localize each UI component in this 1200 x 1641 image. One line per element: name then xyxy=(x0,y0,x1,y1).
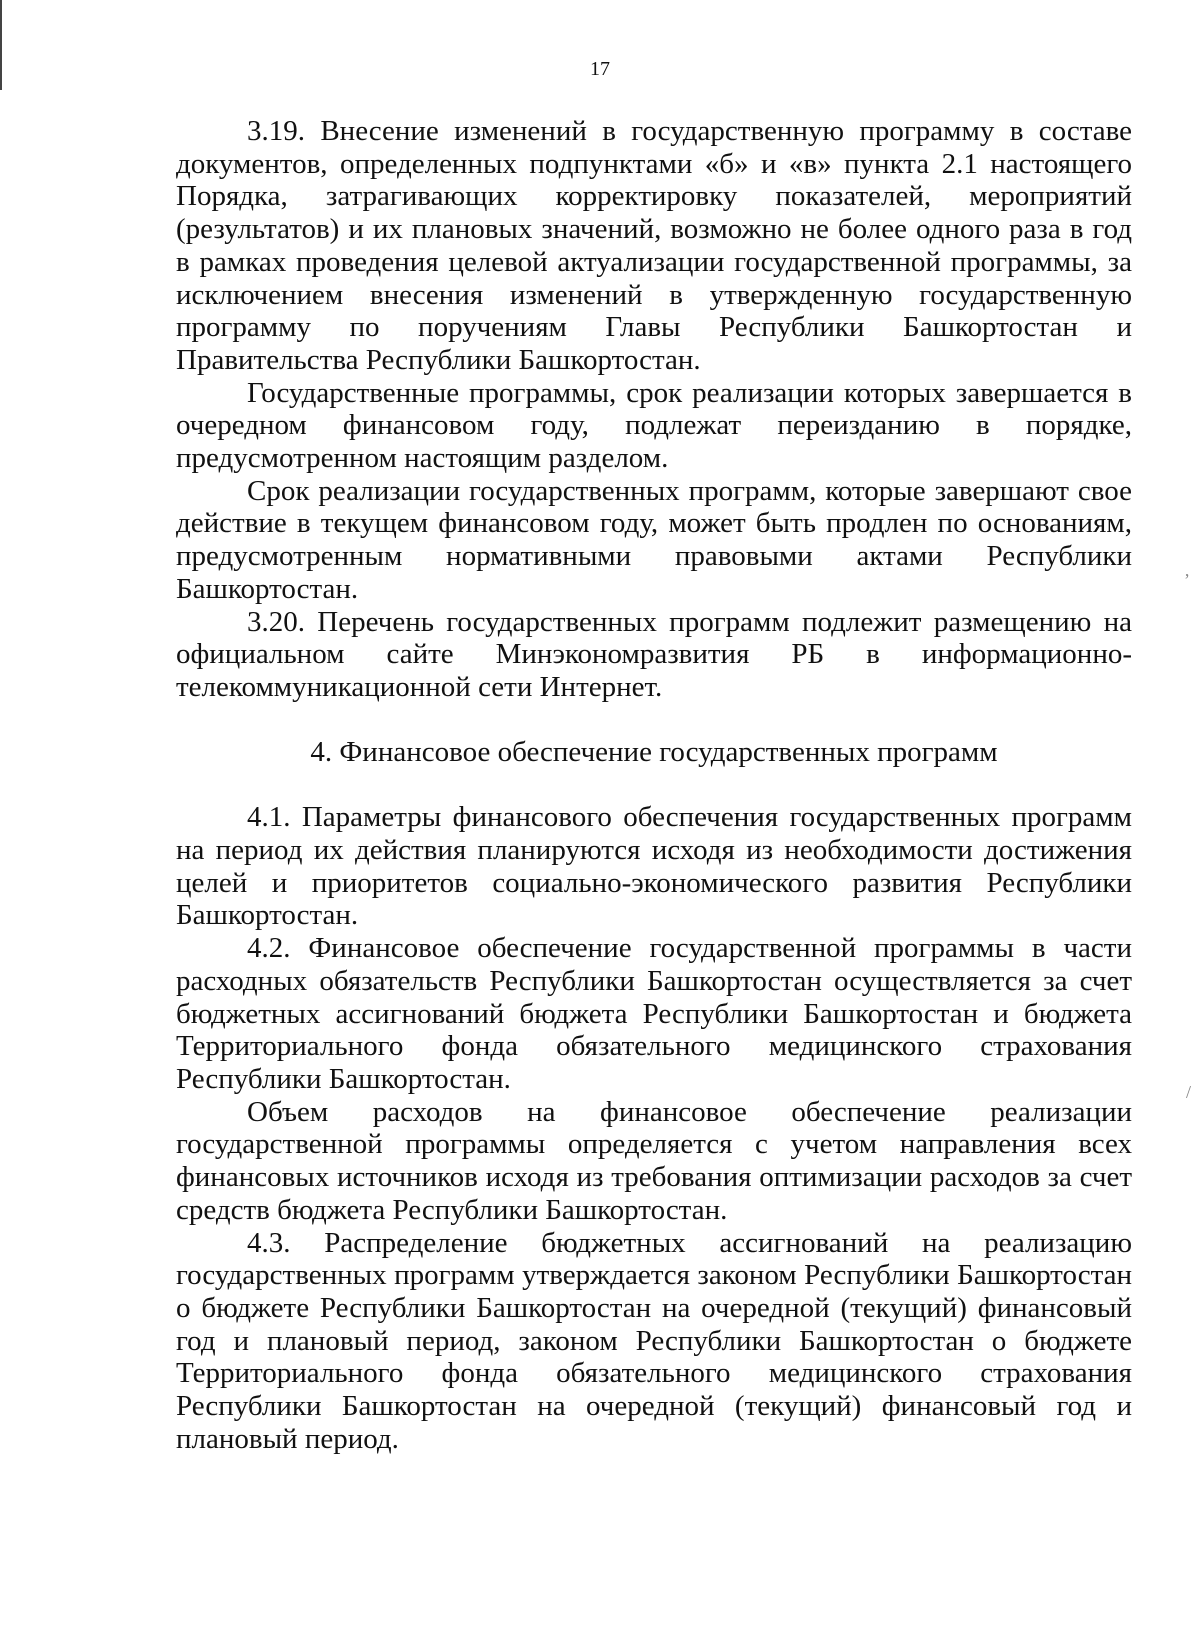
scan-speck: / xyxy=(1186,1082,1192,1102)
scan-edge-mark xyxy=(0,0,2,90)
paragraph-extension: Срок реализации государственных программ, которые завершают свое действие в текущем финансовом году, может быть продлен по основаниям, предусмотренным нормативными правовыми актами Республики Башкортостан. xyxy=(176,474,1132,605)
paragraph-3-20: 3.20. Перечень государственных программ подлежит размещению на официальном сайте Минэкономразвития РБ в информационно-телекоммуникационной сети Интернет. xyxy=(176,605,1132,703)
paragraph-republication: Государственные программы, срок реализации которых завершается в очередном финансовом году, подлежат переизданию в порядке, предусмотренном настоящим разделом. xyxy=(176,376,1132,475)
page-number: 17 xyxy=(590,58,610,80)
paragraph-expense-volume: Объем расходов на финансовое обеспечение реализации государственной программы определяется с учетом направления всех финансовых источников исходя из требования оптимизации расходов за счет средств бюджета Республики Башкортостан. xyxy=(176,1095,1132,1226)
scan-speck: ‚ xyxy=(1184,560,1190,580)
section-heading: 4. Финансовое обеспечение государственных программ xyxy=(310,735,998,768)
paragraph-4-1: 4.1. Параметры финансового обеспечения государственных программ на период их действия планируются исходя из необходимости достижения целей и приоритетов социально-экономического развития Республики Башкортостан. xyxy=(176,801,1132,932)
document-body xyxy=(176,115,1132,1455)
paragraph-4-2: 4.2. Финансовое обеспечение государственной программы в части расходных обязательств Республики Башкортостан осуществляется за счет бюджетных ассигнований бюджета Республики Башкортостан и бюджета Территориального фонда обязательного медицинского страхования Республики Башкортостан. xyxy=(176,932,1132,1095)
paragraph-3-19: 3.19. Внесение изменений в государственную программу в составе документов, определенных подпунктами «б» и «в» пункта 2.1 настоящего Порядка, затрагивающих корректировку показателей, мероприятий (результатов) и их плановых значений, возможно не более одного раза в год в рамках проведения целевой актуализации государственной программы, за исключением внесения изменений в утвержденную государственную программу по поручениям Главы Республики Башкортостан и Правительства Республики Башкортостан. xyxy=(176,115,1132,376)
paragraph-4-3: 4.3. Распределение бюджетных ассигнований на реализацию государственных программ утверждается законом Республики Башкортостан о бюджете Республики Башкортостан на очередной (текущий) финансовый год и плановый период, законом Республики Башкортостан о бюджете Территориального фонда обязательного медицинского страхования Республики Башкортостан на очередной (текущий) финансовый год и плановый период. xyxy=(176,1226,1132,1455)
